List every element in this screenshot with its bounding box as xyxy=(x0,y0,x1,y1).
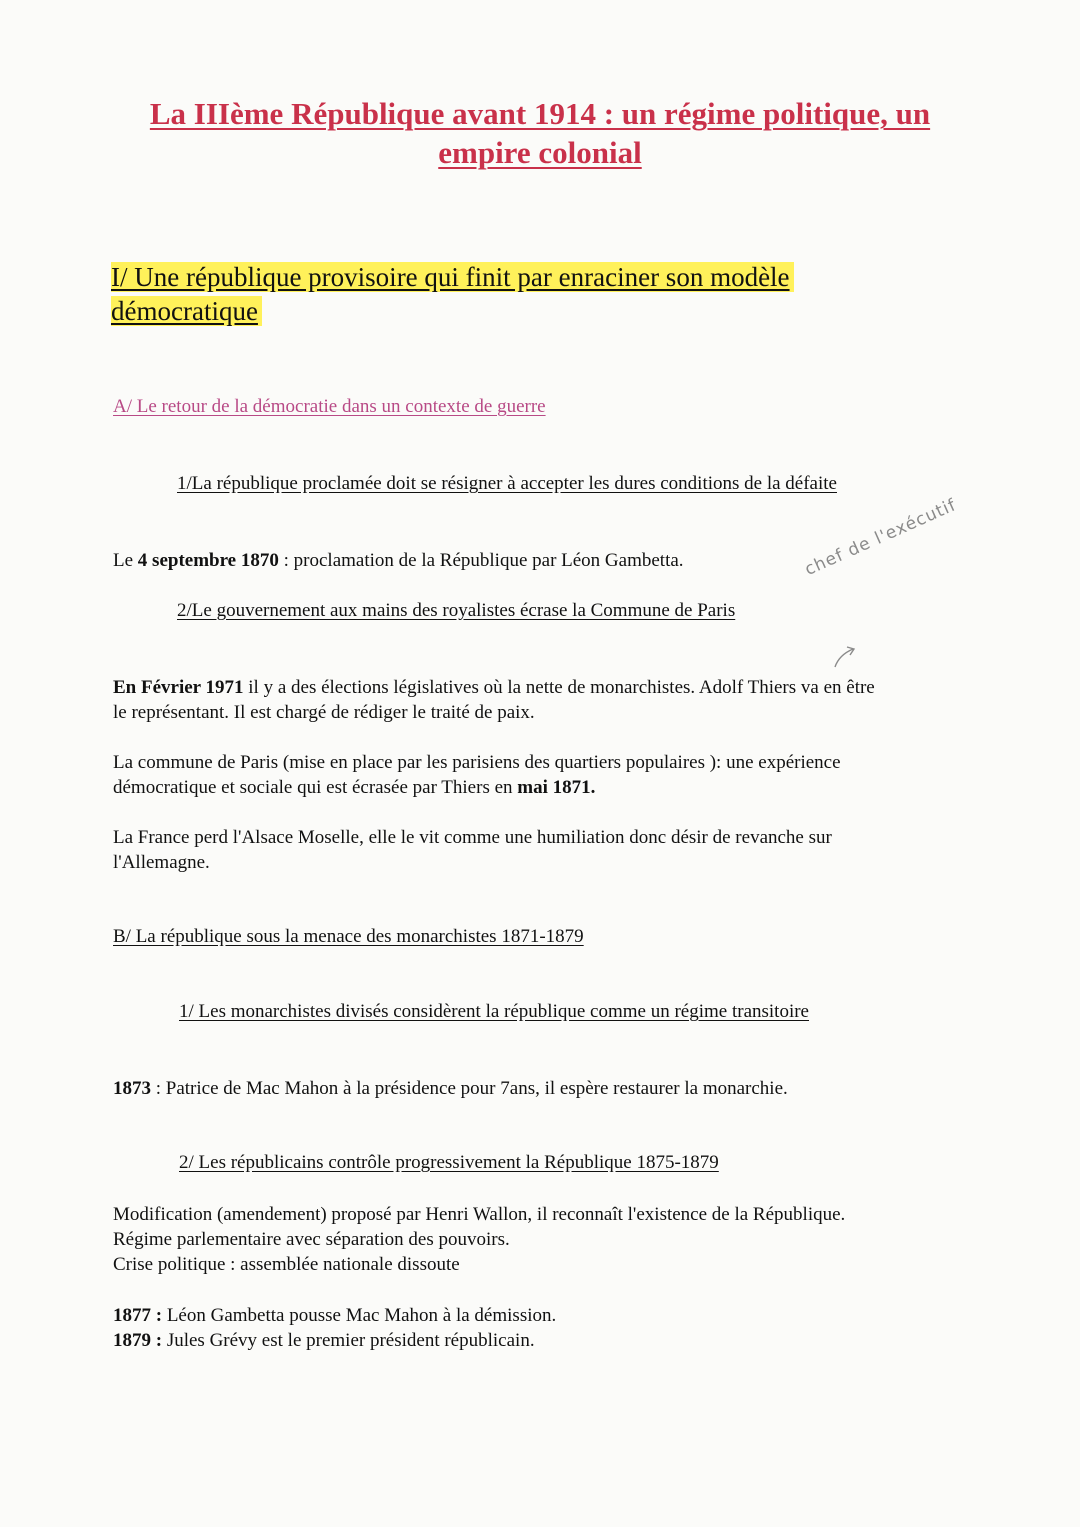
paragraph-proclamation xyxy=(113,548,684,573)
date-mai-1871: mai 1871. xyxy=(517,777,596,798)
section-a-subheading-1: 1/La république proclamée doit se résigner à accepter les dures conditions de la défaite xyxy=(177,473,837,494)
part-heading-text-1: I/ Une république provisoire qui finit par enraciner son modèle xyxy=(111,262,794,292)
page-title-line-1: La IIIème République avant 1914 : un régime politique, un xyxy=(149,96,931,131)
paragraph-mac-mahon xyxy=(113,1076,788,1101)
section-b-heading: B/ La république sous la menace des monarchistes 1871-1879 xyxy=(113,926,584,947)
paragraph-1877 xyxy=(113,1303,556,1328)
part-heading-line-1 xyxy=(111,260,794,294)
section-b-subheading-1: 1/ Les monarchistes divisés considèrent la république comme un régime transitoire xyxy=(179,1001,809,1022)
date-4-septembre-1870: 4 septembre 1870 xyxy=(137,550,279,571)
part-heading-text-2: démocratique xyxy=(111,296,262,326)
paragraph-wallon-line-3: Crise politique : assemblée nationale dissoute xyxy=(113,1254,460,1275)
section-b-subheading-2: 2/ Les républicains contrôle progressivement la République 1875-1879 xyxy=(179,1152,719,1173)
date-1873: 1873 xyxy=(113,1078,151,1099)
section-a-subheading-2: 2/Le gouvernement aux mains des royalistes écrase la Commune de Paris xyxy=(177,600,736,621)
text-1877: Léon Gambetta pousse Mac Mahon à la démission. xyxy=(162,1305,557,1326)
paragraph-1879 xyxy=(113,1328,535,1353)
text-elections: il y a des élections législatives où la nette de monarchistes. Adolf Thiers va en être xyxy=(243,677,875,698)
text-proclamation: : proclamation de la République par Léon Gambetta. xyxy=(278,550,684,571)
paragraph-commune-line-2 xyxy=(113,775,595,800)
paragraph-alsace-line-1: La France perd l'Alsace Moselle, elle le vit comme une humiliation donc désir de revanche sur xyxy=(113,827,832,848)
handwritten-note: chef de l'exécutif xyxy=(801,495,960,580)
paragraph-wallon-line-2: Régime parlementaire avec séparation des pouvoirs. xyxy=(113,1229,510,1250)
date-1877: 1877 : xyxy=(113,1305,163,1326)
text-commune: démocratique et sociale qui est écrasée par Thiers en xyxy=(113,777,518,798)
paragraph-alsace-line-2: l'Allemagne. xyxy=(113,852,210,873)
date-1879: 1879 : xyxy=(113,1330,163,1351)
paragraph-commune-line-1: La commune de Paris (mise en place par les parisiens des quartiers populaires ): une expérience xyxy=(113,752,841,773)
date-fevrier-1971: En Février 1971 xyxy=(113,677,244,698)
paragraph-elections-line-1 xyxy=(113,675,875,700)
paragraph-elections-line-2: le représentant. Il est chargé de rédiger le traité de paix. xyxy=(113,702,535,723)
part-heading-line-2 xyxy=(111,294,262,328)
section-a-heading: A/ Le retour de la démocratie dans un contexte de guerre xyxy=(113,396,546,417)
handwritten-arrow-icon xyxy=(833,645,863,671)
paragraph-wallon-line-1: Modification (amendement) proposé par Henri Wallon, il reconnaît l'existence de la République. xyxy=(113,1204,846,1225)
text-le: Le xyxy=(113,550,138,571)
text-1879: Jules Grévy est le premier président républicain. xyxy=(162,1330,535,1351)
text-mac-mahon: : Patrice de Mac Mahon à la présidence pour 7ans, il espère restaurer la monarchie. xyxy=(151,1078,788,1099)
page-title-line-2: empire colonial xyxy=(438,135,642,170)
